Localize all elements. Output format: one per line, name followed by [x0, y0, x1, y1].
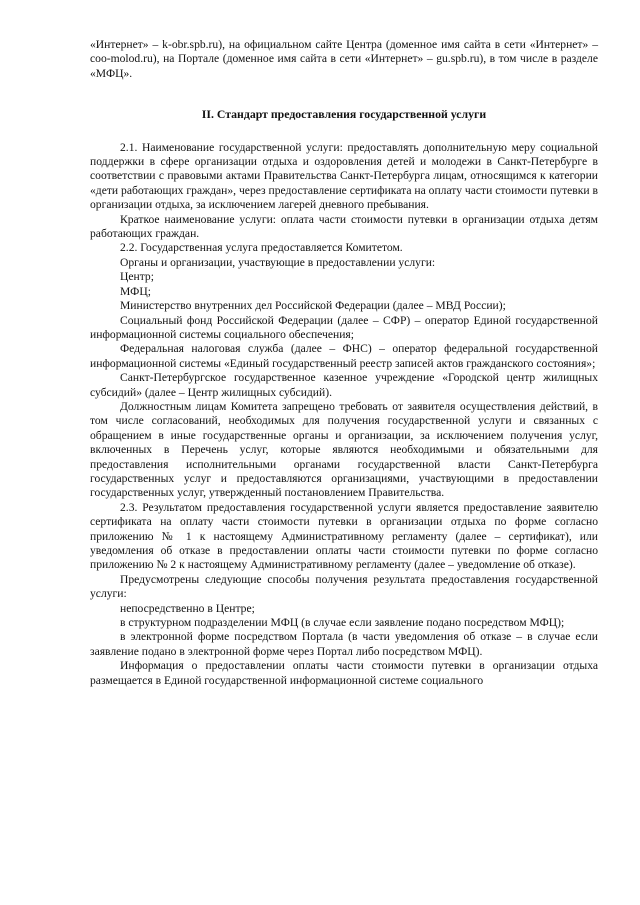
- paragraph-methods: Предусмотрены следующие способы получения результата предоставления государственной услуги:: [90, 572, 598, 601]
- paragraph-2-3: 2.3. Результатом предоставления государственной услуги является предоставление заявителю сертификата на оплату части стоимости путевки в организации отдыха по форме согласно приложению № 1 к настоящему Административному регламенту (далее – сертификат), или уведомления об отказе в предоставлении оплаты части стоимости путевки по форме согласно приложению № 2 к настоящему Административному регламенту (далее – уведомление об отказе).: [90, 500, 598, 572]
- list-item-housing-center: Санкт-Петербургское государственное казенное учреждение «Городской центр жилищных субсидий» (далее – Центр жилищных субсидий).: [90, 371, 598, 399]
- list-item-mfc: МФЦ;: [120, 284, 151, 298]
- list-item-in-center: непосредственно в Центре;: [120, 601, 255, 615]
- paragraph-short-name: Краткое наименование услуги: оплата части стоимости путевки в организации отдыха детям работающих граждан.: [90, 212, 598, 241]
- section-heading: II. Стандарт предоставления государственной услуги: [201, 107, 487, 122]
- paragraph-2-2: 2.2. Государственная услуга предоставляется Комитетом.: [120, 241, 403, 255]
- list-item-mvd: Министерство внутренних дел Российской Федерации (далее – МВД России);: [120, 299, 506, 313]
- list-item-mfc-division: в структурном подразделении МФЦ (в случае если заявление подано посредством МФЦ);: [120, 616, 565, 630]
- list-item-sfr: Социальный фонд Российской Федерации (далее – СФР) – оператор Единой государственной информационной системы социального обеспечения;: [90, 313, 598, 341]
- paragraph-intro: «Интернет» – k-obr.spb.ru), на официальном сайте Центра (доменное имя сайта в сети «Интернет» – coo-molod.ru), на Портале (доменное имя сайта в сети «Интернет» – gu.spb.ru), в том числе в разделе «МФЦ».: [90, 38, 598, 80]
- paragraph-organizations: Органы и организации, участвующие в предоставлении услуги:: [120, 255, 436, 269]
- list-item-fns: Федеральная налоговая служба (далее – ФНС) – оператор федеральной государственной информационной системы «Единый государственный реестр записей актов гражданского состояния»;: [90, 342, 598, 370]
- list-item-center: Центр;: [120, 270, 154, 284]
- paragraph-2-1: 2.1. Наименование государственной услуги: предоставлять дополнительную меру социальной поддержки в сфере организации отдыха и оздоровления детей и молодежи в Санкт-Петербурге в соответствии с правовыми актами Правительства Санкт-Петербурга лицам, относящимся к категории «дети работающих граждан», через предоставление сертификата на оплату части стоимости путевки в организации отдыха, за исключением лагерей дневного пребывания.: [90, 140, 598, 212]
- list-item-portal: в электронной форме посредством Портала (в части уведомления об отказе – в случае если заявление подано в электронной форме через Портал либо посредством МФЦ).: [90, 630, 598, 658]
- paragraph-information: Информация о предоставлении оплаты части стоимости путевки в организации отдыха размещается в Единой государственной информационной системе социального: [90, 659, 598, 687]
- paragraph-prohibition: Должностным лицам Комитета запрещено требовать от заявителя осуществления действий, в том числе согласований, необходимых для получения государственной услуги и связанных с обращением в иные государственные органы и организации, за исключением получения услуг, включенных в Перечень услуг, которые являются необходимыми и обязательными для предоставления исполнительными органами государственной власти Санкт-Петербурга государственных услуг и предоставляются организациями, участвующими в предоставлении государственных услуг, утвержденный постановлением Правительства.: [90, 399, 598, 500]
